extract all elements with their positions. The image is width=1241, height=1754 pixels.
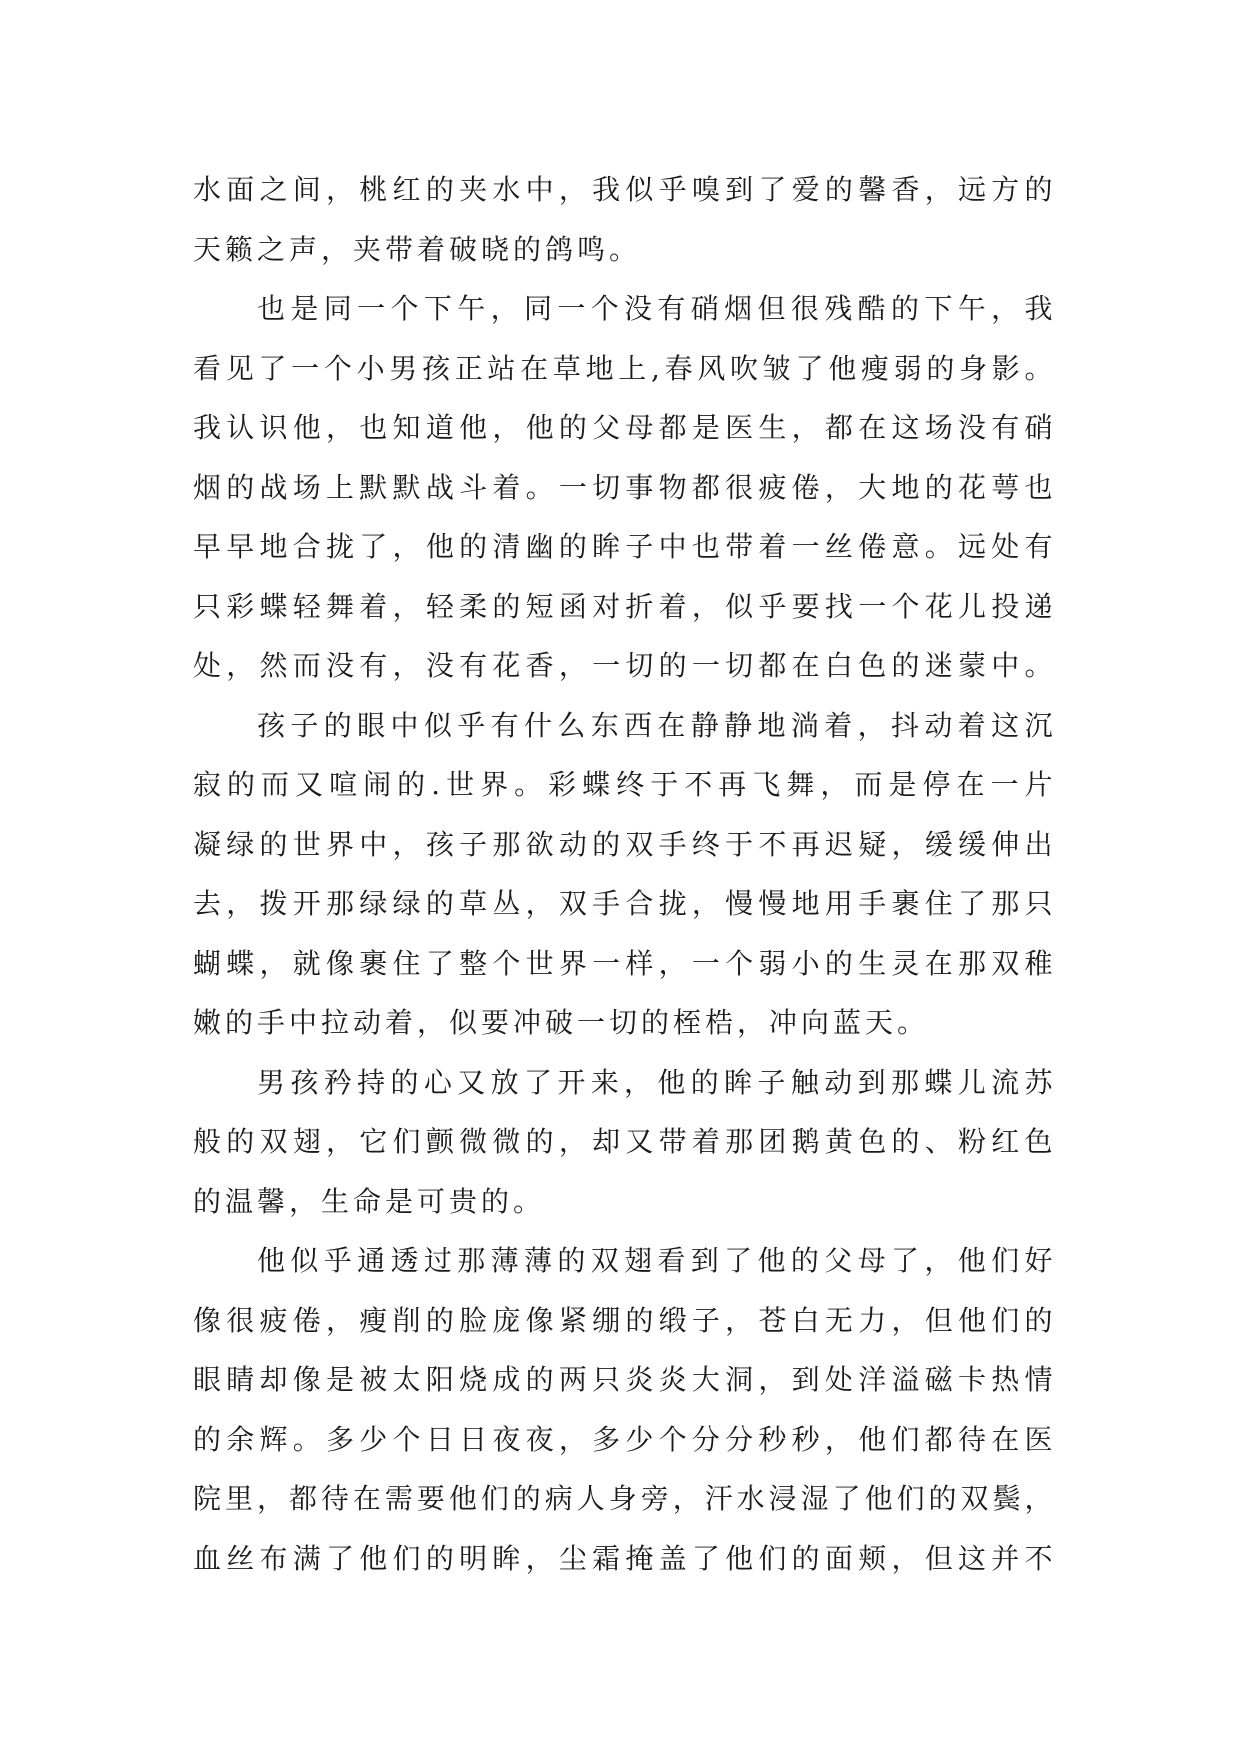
- text-line: 院里，都待在需要他们的病人身旁，汗水浸湿了他们的双鬓，: [193, 1482, 1053, 1515]
- text-line: 像很疲倦，瘦削的脸庞像紧绷的缎子，苍白无力，但他们的: [193, 1303, 1053, 1337]
- paragraph-first-line: 孩子的眼中似乎有什么东西在静静地淌着，抖动着这沉: [257, 708, 1053, 742]
- paragraph-first-line: 他似乎通透过那薄薄的双翅看到了他的父母了，他们好: [257, 1244, 1053, 1277]
- paragraph-first-line: 也是同一个下午，同一个没有硝烟但很残酷的下午，我: [257, 292, 1053, 325]
- text-line: 的余辉。多少个日日夜夜，多少个分分秒秒，他们都待在医: [193, 1422, 1053, 1456]
- text-line: 水面之间，桃红的夹水中，我似乎嗅到了爱的馨香，远方的: [193, 173, 1053, 206]
- text-line: 处，然而没有，没有花香，一切的一切都在白色的迷蒙中。: [193, 649, 1053, 682]
- text-line: 天籁之声，夹带着破晓的鸽鸣。: [193, 232, 642, 266]
- text-line: 看见了一个小男孩正站在草地上,春风吹皱了他瘦弱的身影。: [193, 351, 1053, 385]
- text-line: 血丝布满了他们的明眸，尘霜掩盖了他们的面颊，但这并不: [193, 1541, 1053, 1575]
- text-line: 凝绿的世界中，孩子那欲动的双手终于不再迟疑，缓缓伸出: [193, 827, 1053, 861]
- text-line: 眼睛却像是被太阳烧成的两只炎炎大洞，到处洋溢磁卡热情: [193, 1363, 1053, 1396]
- body-text: [193, 160, 1053, 1588]
- text-line: 只彩蝶轻舞着，轻柔的短函对折着，似乎要找一个花儿投递: [193, 589, 1053, 623]
- text-line: 去，拨开那绿绿的草丛，双手合拢，慢慢地用手裹住了那只: [193, 887, 1053, 920]
- text-line: 的温馨，生命是可贵的。: [193, 1184, 546, 1218]
- text-line: 蝴蝶，就像裹住了整个世界一样，一个弱小的生灵在那双稚: [193, 946, 1053, 980]
- text-line: 烟的战场上默默战斗着。一切事物都很疲倦，大地的花萼也: [193, 470, 1053, 504]
- paragraph-first-line: 男孩矜持的心又放了开来，他的眸子触动到那蝶儿流苏: [257, 1065, 1053, 1099]
- text-line: 早早地合拢了，他的清幽的眸子中也带着一丝倦意。远处有: [193, 530, 1053, 563]
- text-line: 我认识他，也知道他，他的父母都是医生，都在这场没有硝: [193, 411, 1053, 444]
- text-line: 嫩的手中拉动着，似要冲破一切的桎梏，冲向蓝天。: [193, 1006, 930, 1039]
- text-line: 寂的而又喧闹的.世界。彩蝶终于不再飞舞，而是停在一片: [193, 768, 1053, 801]
- text-line: 般的双翅，它们颤微微的，却又带着那团鹅黄色的、粉红色: [193, 1125, 1053, 1158]
